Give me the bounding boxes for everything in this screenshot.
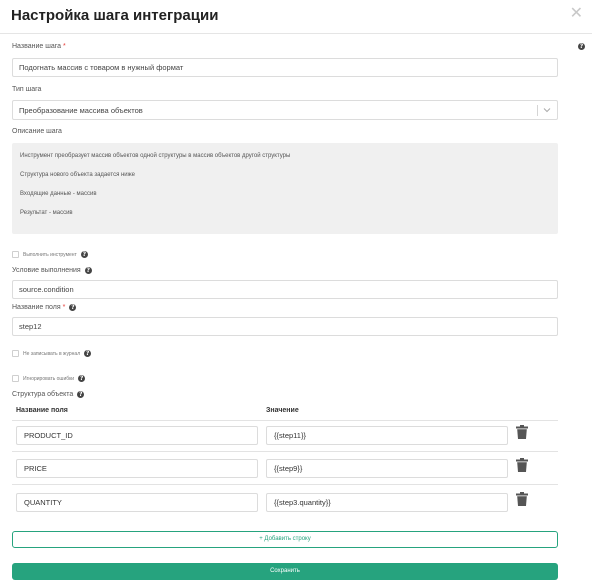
row-value-input[interactable]: {{step3.quantity}} — [266, 493, 508, 512]
required-mark: * — [63, 43, 66, 50]
help-icon[interactable]: ? — [579, 43, 584, 50]
ignore-errors-label: Игнорировать ошибки — [23, 375, 75, 382]
trash-icon[interactable] — [516, 458, 528, 472]
table-divider — [12, 420, 558, 421]
structure-label: Структура объекта ? — [12, 391, 83, 398]
chevron-down-icon — [542, 105, 552, 115]
step-type-value: Преобразование массива объектов — [19, 106, 143, 115]
field-name-label: Название поля * ? — [12, 304, 75, 311]
column-header-value: Значение — [266, 407, 299, 414]
save-button[interactable]: Сохранить — [12, 563, 558, 580]
table-divider — [12, 484, 558, 485]
table-divider — [12, 451, 558, 452]
trash-icon[interactable] — [516, 425, 528, 439]
help-icon[interactable]: ? — [79, 375, 84, 382]
description-line: Инструмент преобразует массив объектов одной структуры в массив объектов другой структуры — [20, 153, 291, 159]
step-name-input[interactable]: Подогнать массив с товаром в нужный формат — [12, 58, 558, 77]
description-line: Входящие данные - массив — [20, 191, 97, 197]
condition-input[interactable]: source.condition — [12, 280, 558, 299]
help-icon[interactable]: ? — [71, 304, 75, 311]
help-icon[interactable]: ? — [82, 251, 87, 258]
row-name-input[interactable]: PRODUCT_ID — [16, 426, 258, 445]
step-type-select[interactable] — [12, 100, 558, 120]
row-value-input[interactable]: {{step9}} — [266, 459, 508, 478]
no-log-label: Не записывать в журнал — [23, 350, 81, 357]
required-mark: * — [62, 304, 66, 311]
dialog-header — [0, 0, 592, 34]
help-icon[interactable]: ? — [86, 267, 90, 274]
help-icon[interactable]: ? — [85, 350, 90, 357]
step-type-label: Тип шага — [12, 86, 42, 93]
execute-tool-label: Выполнить инструмент — [23, 251, 77, 258]
row-value-input[interactable]: {{step11}} — [266, 426, 508, 445]
ignore-errors-checkbox[interactable] — [12, 375, 19, 382]
row-name-input[interactable]: PRICE — [16, 459, 258, 478]
description-label: Описание шага — [12, 128, 62, 135]
execute-tool-row — [12, 251, 88, 258]
execute-tool-checkbox[interactable] — [12, 251, 19, 258]
no-log-checkbox[interactable] — [12, 350, 19, 357]
step-name-label: Название шага * — [12, 43, 66, 50]
select-separator — [537, 105, 538, 116]
help-icon[interactable]: ? — [79, 391, 83, 398]
field-name-input[interactable]: step12 — [12, 317, 558, 336]
no-log-row — [12, 350, 91, 357]
row-name-input[interactable]: QUANTITY — [16, 493, 258, 512]
trash-icon[interactable] — [516, 492, 528, 506]
description-line: Результат - массив — [20, 210, 73, 216]
condition-label: Условие выполнения ? — [12, 267, 90, 274]
description-box — [12, 143, 558, 234]
add-row-button[interactable]: + Добавить строку — [12, 531, 558, 548]
dialog-title: Настройка шага интеграции — [11, 7, 219, 24]
description-line: Структура нового объекта задается ниже — [20, 172, 136, 178]
ignore-errors-row — [12, 375, 85, 382]
column-header-name: Название поля — [16, 407, 68, 414]
close-icon[interactable]: ✕ — [569, 5, 583, 22]
